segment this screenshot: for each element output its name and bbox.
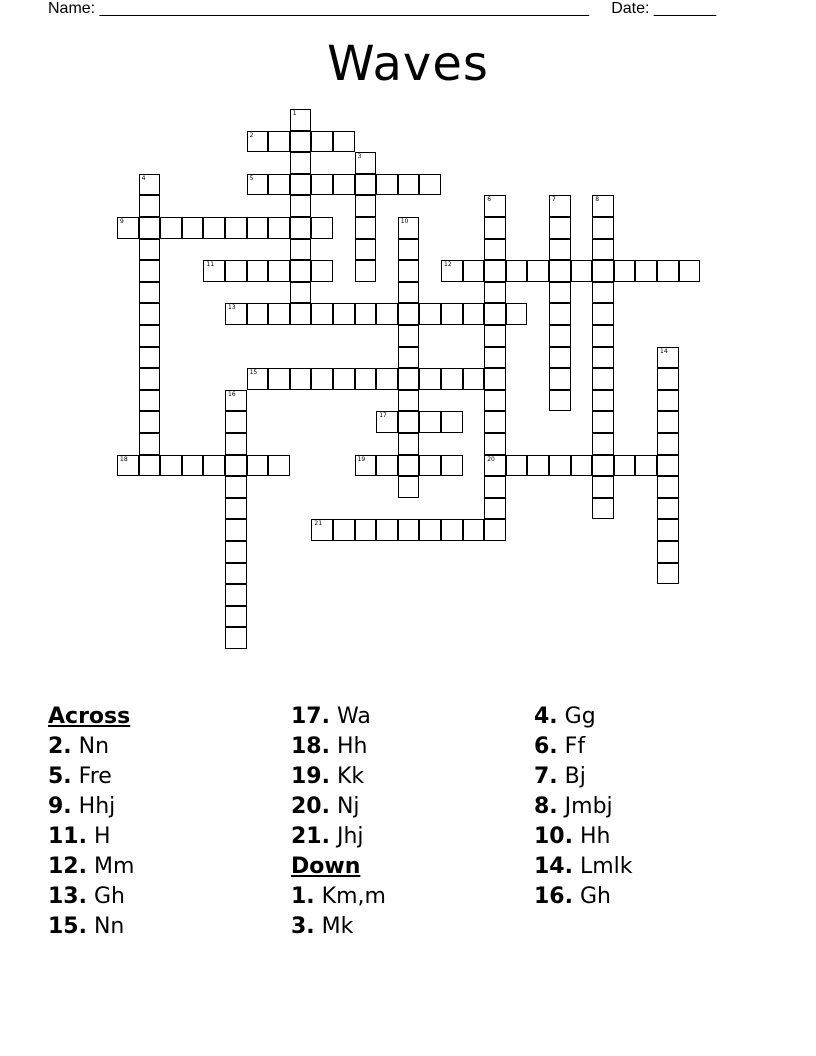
- grid-cell[interactable]: [139, 217, 161, 239]
- grid-cell[interactable]: [290, 195, 312, 217]
- clue-number-9: 9: [120, 218, 124, 225]
- grid-cell[interactable]: [333, 368, 355, 390]
- grid-cell[interactable]: [139, 174, 161, 196]
- grid-cell[interactable]: [549, 260, 571, 282]
- clue-text: Hh: [329, 734, 368, 759]
- grid-cell[interactable]: [635, 455, 657, 477]
- grid-cell[interactable]: [592, 239, 614, 261]
- down-clue: [534, 732, 633, 762]
- clue-number-7: 7: [552, 196, 556, 204]
- grid-cell[interactable]: [506, 303, 528, 325]
- down-heading: Down: [291, 854, 361, 879]
- grid-cell[interactable]: [592, 260, 614, 282]
- grid-cell[interactable]: [333, 303, 355, 325]
- grid-cell[interactable]: [355, 217, 377, 239]
- grid-cell[interactable]: [268, 217, 290, 239]
- grid-cell[interactable]: [549, 325, 571, 347]
- grid-cell[interactable]: [376, 368, 398, 390]
- grid-cell[interactable]: [549, 368, 571, 390]
- grid-cell[interactable]: [376, 519, 398, 541]
- grid-cell[interactable]: [549, 390, 571, 412]
- grid-cell[interactable]: [398, 174, 420, 196]
- page-title: Waves: [327, 36, 489, 92]
- grid-cell[interactable]: [333, 519, 355, 541]
- grid-cell[interactable]: [484, 239, 506, 261]
- grid-cell[interactable]: [398, 390, 420, 412]
- clue-number: 18.: [291, 734, 330, 759]
- clue-number: 19.: [291, 764, 330, 789]
- grid-cell[interactable]: [398, 476, 420, 498]
- grid-cell[interactable]: [376, 411, 398, 433]
- grid-cell[interactable]: [506, 455, 528, 477]
- clue-number: 12.: [48, 854, 87, 879]
- grid-cell[interactable]: [355, 195, 377, 217]
- clue-number: 4.: [534, 704, 558, 729]
- grid-cell[interactable]: [268, 131, 290, 153]
- grid-cell[interactable]: [247, 131, 269, 153]
- grid-cell[interactable]: [225, 390, 247, 412]
- clue-number-18: 18: [120, 455, 128, 463]
- clue-column-1: [48, 702, 134, 942]
- clue-text: Km,m: [314, 884, 386, 909]
- grid-cell[interactable]: [225, 303, 247, 325]
- grid-cell[interactable]: [398, 260, 420, 282]
- grid-cell[interactable]: [441, 303, 463, 325]
- grid-cell[interactable]: [398, 282, 420, 304]
- grid-cell[interactable]: [657, 563, 679, 585]
- grid-cell[interactable]: [592, 195, 614, 217]
- grid-cell[interactable]: [290, 239, 312, 261]
- grid-cell[interactable]: [333, 131, 355, 153]
- clue-number-5: 5: [249, 174, 254, 182]
- clue-number-19: 19: [357, 455, 366, 463]
- grid-cell[interactable]: [592, 325, 614, 347]
- grid-cell[interactable]: [203, 260, 225, 282]
- grid-cell[interactable]: [484, 498, 506, 520]
- grid-cell[interactable]: [592, 455, 614, 477]
- clue-number-16: 16: [228, 390, 236, 398]
- grid-cell[interactable]: [657, 260, 679, 282]
- grid-cell[interactable]: [549, 217, 571, 239]
- clue-text: Ff: [557, 734, 586, 759]
- grid-cell[interactable]: [203, 455, 225, 477]
- clue-text: Bj: [557, 764, 586, 789]
- grid-cell[interactable]: [290, 303, 312, 325]
- grid-cell[interactable]: [527, 260, 549, 282]
- grid-cell[interactable]: [398, 303, 420, 325]
- grid-cell[interactable]: [657, 476, 679, 498]
- grid-cell[interactable]: [549, 347, 571, 369]
- grid-cell[interactable]: [225, 411, 247, 433]
- clue-number-13: 13: [228, 304, 236, 312]
- grid-cell[interactable]: [160, 455, 182, 477]
- clue-text: Jmbj: [557, 794, 613, 819]
- grid-cell[interactable]: [484, 476, 506, 498]
- grid-cell[interactable]: [290, 174, 312, 196]
- grid-cell[interactable]: [355, 260, 377, 282]
- across-clue: [48, 882, 134, 912]
- clue-number: 1.: [291, 884, 315, 909]
- grid-cell[interactable]: [355, 152, 377, 174]
- down-clue: [534, 762, 633, 792]
- grid-cell[interactable]: [117, 217, 139, 239]
- grid-cell[interactable]: [463, 368, 485, 390]
- grid-cell[interactable]: [549, 282, 571, 304]
- grid-cell[interactable]: [355, 303, 377, 325]
- clue-text: H: [86, 824, 111, 849]
- grid-cell[interactable]: [139, 390, 161, 412]
- grid-cell[interactable]: [139, 433, 161, 455]
- grid-cell[interactable]: [268, 368, 290, 390]
- grid-cell[interactable]: [592, 347, 614, 369]
- grid-cell[interactable]: [139, 239, 161, 261]
- grid-cell[interactable]: [463, 519, 485, 541]
- grid-cell[interactable]: [268, 455, 290, 477]
- grid-cell[interactable]: [484, 260, 506, 282]
- clue-text: Kk: [329, 764, 365, 789]
- grid-cell[interactable]: [311, 217, 333, 239]
- grid-cell[interactable]: [398, 217, 420, 239]
- grid-cell[interactable]: [527, 455, 549, 477]
- clue-number: 21.: [291, 824, 330, 849]
- grid-cell[interactable]: [398, 519, 420, 541]
- clue-text: Jhj: [329, 824, 364, 849]
- grid-cell[interactable]: [441, 368, 463, 390]
- clue-number: 2.: [48, 734, 72, 759]
- clue-number-21: 21: [314, 520, 323, 528]
- grid-cell[interactable]: [419, 303, 441, 325]
- clue-text: Gg: [557, 704, 596, 729]
- clue-number: 17.: [291, 704, 330, 729]
- grid-cell[interactable]: [592, 498, 614, 520]
- grid-cell[interactable]: [290, 131, 312, 153]
- clue-column-2: [291, 702, 386, 942]
- grid-cell[interactable]: [139, 260, 161, 282]
- grid-cell[interactable]: [398, 325, 420, 347]
- across-clue: [48, 792, 134, 822]
- clue-number-8: 8: [595, 196, 600, 204]
- grid-cell[interactable]: [376, 303, 398, 325]
- grid-cell[interactable]: [139, 195, 161, 217]
- grid-cell[interactable]: [225, 584, 247, 606]
- grid-cell[interactable]: [679, 260, 701, 282]
- grid-cell[interactable]: [311, 131, 333, 153]
- grid-cell[interactable]: [398, 368, 420, 390]
- grid-cell[interactable]: [592, 390, 614, 412]
- grid-cell[interactable]: [311, 519, 333, 541]
- grid-cell[interactable]: [657, 390, 679, 412]
- grid-cell[interactable]: [484, 411, 506, 433]
- clue-number-6: 6: [487, 196, 492, 204]
- grid-cell[interactable]: [376, 455, 398, 477]
- clue-text: Nj: [329, 794, 360, 819]
- grid-cell[interactable]: [225, 476, 247, 498]
- grid-cell[interactable]: [225, 455, 247, 477]
- clue-number: 20.: [291, 794, 330, 819]
- clue-number-20: 20: [487, 455, 495, 463]
- grid-cell[interactable]: [290, 260, 312, 282]
- across-clue: [291, 732, 386, 762]
- clue-number-4: 4: [141, 174, 146, 182]
- grid-cell[interactable]: [225, 541, 247, 563]
- across-heading: Across: [48, 704, 131, 729]
- clue-number: 16.: [534, 884, 573, 909]
- grid-cell[interactable]: [484, 195, 506, 217]
- grid-cell[interactable]: [311, 260, 333, 282]
- across-clue: [48, 822, 134, 852]
- grid-cell[interactable]: [398, 411, 420, 433]
- grid-cell[interactable]: [419, 174, 441, 196]
- grid-cell[interactable]: [225, 260, 247, 282]
- grid-cell[interactable]: [592, 217, 614, 239]
- clue-number-2: 2: [249, 131, 254, 139]
- grid-cell[interactable]: [355, 455, 377, 477]
- grid-cell[interactable]: [592, 303, 614, 325]
- clue-text: Gh: [86, 884, 125, 909]
- grid-cell[interactable]: [225, 519, 247, 541]
- clue-text: Fre: [71, 764, 112, 789]
- grid-cell[interactable]: [441, 411, 463, 433]
- grid-cell[interactable]: [290, 152, 312, 174]
- grid-cell[interactable]: [592, 433, 614, 455]
- grid-cell[interactable]: [614, 455, 636, 477]
- grid-cell[interactable]: [506, 260, 528, 282]
- clue-number: 14.: [534, 854, 573, 879]
- grid-cell[interactable]: [484, 455, 506, 477]
- grid-cell[interactable]: [571, 455, 593, 477]
- grid-cell[interactable]: [355, 368, 377, 390]
- grid-cell[interactable]: [657, 519, 679, 541]
- grid-cell[interactable]: [441, 260, 463, 282]
- grid-cell[interactable]: [247, 455, 269, 477]
- down-clue: [534, 882, 633, 912]
- grid-cell[interactable]: [290, 282, 312, 304]
- grid-cell[interactable]: [592, 368, 614, 390]
- grid-cell[interactable]: [225, 498, 247, 520]
- grid-cell[interactable]: [657, 368, 679, 390]
- down-clue: [291, 882, 386, 912]
- grid-cell[interactable]: [225, 217, 247, 239]
- grid-cell[interactable]: [398, 455, 420, 477]
- grid-cell[interactable]: [657, 498, 679, 520]
- grid-cell[interactable]: [419, 411, 441, 433]
- clue-number: 3.: [291, 914, 315, 939]
- grid-cell[interactable]: [182, 455, 204, 477]
- clue-number: 8.: [534, 794, 558, 819]
- grid-cell[interactable]: [484, 325, 506, 347]
- grid-cell[interactable]: [484, 368, 506, 390]
- grid-cell[interactable]: [311, 174, 333, 196]
- across-clue: [291, 762, 386, 792]
- grid-cell[interactable]: [139, 325, 161, 347]
- clue-number-12: 12: [444, 261, 452, 269]
- grid-cell[interactable]: [311, 368, 333, 390]
- clue-number-10: 10: [400, 218, 409, 225]
- clue-number: 13.: [48, 884, 87, 909]
- grid-cell[interactable]: [225, 606, 247, 628]
- grid-cell[interactable]: [484, 282, 506, 304]
- clue-text: Lmlk: [572, 854, 633, 879]
- grid-cell[interactable]: [419, 455, 441, 477]
- grid-cell[interactable]: [441, 455, 463, 477]
- grid-cell[interactable]: [657, 347, 679, 369]
- grid-cell[interactable]: [549, 455, 571, 477]
- clue-number: 7.: [534, 764, 558, 789]
- grid-cell[interactable]: [290, 217, 312, 239]
- grid-cell[interactable]: [463, 260, 485, 282]
- across-clue: [291, 792, 386, 822]
- clue-text: Gh: [572, 884, 611, 909]
- grid-cell[interactable]: [657, 411, 679, 433]
- grid-cell[interactable]: [549, 239, 571, 261]
- grid-cell[interactable]: [225, 627, 247, 649]
- grid-cell[interactable]: [355, 519, 377, 541]
- down-clue: [534, 852, 633, 882]
- grid-cell[interactable]: [139, 368, 161, 390]
- clue-number-15: 15: [249, 369, 258, 377]
- grid-cell[interactable]: [592, 476, 614, 498]
- clue-number-1: 1: [292, 110, 297, 117]
- grid-cell[interactable]: [398, 239, 420, 261]
- grid-cell[interactable]: [398, 433, 420, 455]
- grid-cell[interactable]: [441, 519, 463, 541]
- grid-cell[interactable]: [333, 174, 355, 196]
- across-clue: [48, 852, 134, 882]
- grid-cell[interactable]: [182, 217, 204, 239]
- name-date-line: Name: _______________________________________________________ Date: _______: [48, 0, 717, 17]
- grid-cell[interactable]: [247, 217, 269, 239]
- grid-cell[interactable]: [484, 390, 506, 412]
- clue-number-3: 3: [357, 153, 362, 161]
- grid-cell[interactable]: [657, 455, 679, 477]
- across-clue: [291, 822, 386, 852]
- grid-cell[interactable]: [225, 433, 247, 455]
- clue-number: 10.: [534, 824, 573, 849]
- grid-cell[interactable]: [484, 303, 506, 325]
- grid-cell[interactable]: [571, 260, 593, 282]
- grid-cell[interactable]: [247, 174, 269, 196]
- grid-cell[interactable]: [160, 217, 182, 239]
- grid-cell[interactable]: [419, 368, 441, 390]
- down-clue: [291, 912, 386, 942]
- clue-number: 5.: [48, 764, 72, 789]
- grid-cell[interactable]: [268, 260, 290, 282]
- grid-cell[interactable]: [484, 347, 506, 369]
- clue-number: 6.: [534, 734, 558, 759]
- grid-cell[interactable]: [268, 174, 290, 196]
- grid-cell[interactable]: [117, 455, 139, 477]
- grid-cell[interactable]: [247, 368, 269, 390]
- grid-cell[interactable]: [614, 260, 636, 282]
- clue-text: Nn: [71, 734, 110, 759]
- down-clue: [534, 822, 633, 852]
- grid-cell[interactable]: [311, 303, 333, 325]
- across-clue: [48, 762, 134, 792]
- grid-cell[interactable]: [139, 303, 161, 325]
- grid-cell[interactable]: [592, 411, 614, 433]
- grid-cell[interactable]: [549, 195, 571, 217]
- grid-cell[interactable]: [139, 282, 161, 304]
- clue-column-3: [534, 702, 633, 912]
- clue-text: Nn: [86, 914, 125, 939]
- down-clue: [534, 792, 633, 822]
- grid-cell[interactable]: [463, 303, 485, 325]
- grid-cell[interactable]: [225, 563, 247, 585]
- grid-cell[interactable]: [203, 217, 225, 239]
- clue-number: 15.: [48, 914, 87, 939]
- grid-cell[interactable]: [268, 303, 290, 325]
- grid-cell[interactable]: [592, 282, 614, 304]
- grid-cell[interactable]: [139, 411, 161, 433]
- grid-cell[interactable]: [247, 260, 269, 282]
- grid-cell[interactable]: [484, 433, 506, 455]
- grid-cell[interactable]: [484, 217, 506, 239]
- grid-cell[interactable]: [549, 303, 571, 325]
- grid-cell[interactable]: [290, 368, 312, 390]
- grid-cell[interactable]: [657, 433, 679, 455]
- grid-cell[interactable]: [376, 174, 398, 196]
- clue-number: 11.: [48, 824, 87, 849]
- grid-cell[interactable]: [419, 519, 441, 541]
- grid-cell[interactable]: [484, 519, 506, 541]
- grid-cell[interactable]: [139, 455, 161, 477]
- clue-number: 9.: [48, 794, 72, 819]
- grid-cell[interactable]: [247, 303, 269, 325]
- grid-cell[interactable]: [355, 174, 377, 196]
- clue-text: Mk: [314, 914, 354, 939]
- across-clue: [48, 912, 134, 942]
- clue-text: Hh: [572, 824, 611, 849]
- down-clue: [534, 702, 633, 732]
- clue-number-11: 11: [206, 261, 215, 269]
- clue-number-17: 17: [379, 412, 387, 420]
- clue-text: Hhj: [71, 794, 116, 819]
- across-clue: [291, 702, 386, 732]
- clue-text: Mm: [86, 854, 135, 879]
- grid-cell[interactable]: [657, 541, 679, 563]
- grid-cell[interactable]: [398, 347, 420, 369]
- across-clue: [48, 732, 134, 762]
- grid-cell[interactable]: [290, 109, 312, 131]
- clue-number-14: 14: [660, 347, 668, 355]
- grid-cell[interactable]: [355, 239, 377, 261]
- grid-cell[interactable]: [635, 260, 657, 282]
- grid-cell[interactable]: [139, 347, 161, 369]
- clue-text: Wa: [329, 704, 371, 729]
